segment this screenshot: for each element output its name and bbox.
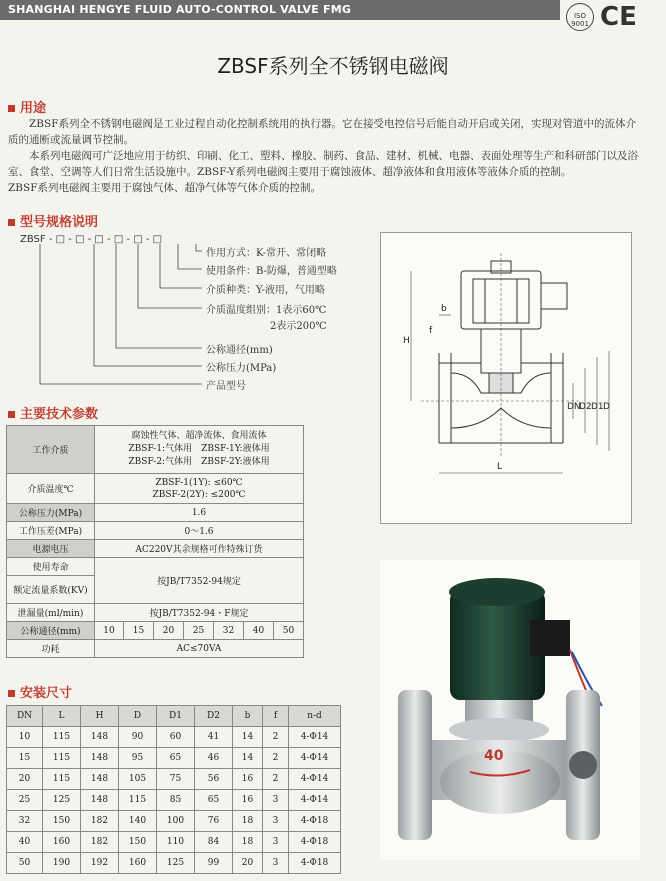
spec-value: 按JB/T7352-94・F规定 bbox=[95, 604, 304, 622]
diameter-cell: 25 bbox=[184, 622, 214, 640]
dim-label: L bbox=[497, 462, 503, 472]
diameter-cell: 32 bbox=[214, 622, 244, 640]
model-code: ZBSF - □ - □ - □ - □ - □ - □ bbox=[20, 234, 163, 245]
valve-drawing-icon bbox=[381, 233, 631, 523]
spec-value: AC220V其余规格可作特殊订货 bbox=[95, 540, 304, 558]
dim-label: DN bbox=[567, 402, 581, 412]
section-square-icon bbox=[8, 690, 15, 697]
spec-value: 按JB/T7352-94规定 bbox=[95, 558, 304, 604]
usage-heading: 用途 bbox=[8, 97, 46, 116]
valve-photo bbox=[380, 560, 640, 860]
section-square-icon bbox=[8, 219, 15, 226]
model-label: 公称压力(MPa) bbox=[206, 363, 277, 374]
install-table bbox=[6, 705, 341, 874]
spec-label: 电源电压 bbox=[7, 540, 95, 558]
valve-photo-icon bbox=[380, 560, 640, 860]
table-row bbox=[7, 522, 304, 540]
table-row: 32 150 182 140 100 76 18 3 4-Φ18 bbox=[7, 811, 341, 832]
table-row: 10 115 148 90 60 41 14 2 4-Φ14 bbox=[7, 727, 341, 748]
table-row bbox=[7, 558, 304, 576]
company-name: SHANGHAI HENGYE FLUID AUTO-CONTROL VALVE FMG bbox=[8, 3, 352, 16]
model-label: 作用方式：K-常开、常闭略 bbox=[206, 248, 327, 259]
spec-label: 功耗 bbox=[7, 640, 95, 658]
spec-value: AC≤70VA bbox=[95, 640, 304, 658]
usage-text bbox=[8, 116, 644, 196]
table-row: 40 160 182 150 110 84 18 3 4-Φ18 bbox=[7, 832, 341, 853]
table-row bbox=[7, 474, 304, 504]
spec-label: 介质温度℃ bbox=[7, 474, 95, 504]
iso-badge-icon: ISO 9001 bbox=[566, 3, 594, 31]
table-row: 15 115 148 95 65 46 14 2 4-Φ14 bbox=[7, 748, 341, 769]
ce-mark-icon: CE bbox=[600, 2, 637, 32]
table-row bbox=[7, 604, 304, 622]
table-row bbox=[7, 426, 304, 474]
spec-value: ZBSF-1(1Y): ≤60℃ ZBSF-2(2Y): ≤200℃ bbox=[95, 474, 304, 504]
diameter-cell: 15 bbox=[124, 622, 154, 640]
install-heading: 安装尺寸 bbox=[8, 682, 72, 701]
usage-paragraph: ZBSF系列电磁阀主要用于腐蚀气体、超净气体等气体介质的控制。 bbox=[8, 182, 321, 194]
section-square-icon bbox=[8, 411, 15, 418]
diameter-cell: 50 bbox=[274, 622, 304, 640]
diameter-cell: 20 bbox=[154, 622, 184, 640]
dim-label: D bbox=[603, 402, 610, 412]
usage-paragraph: ZBSF系列全不锈钢电磁阀是工业过程自动化控制系统用的执行器。它在接受电控信号后能自动开启或关闭，实现对管道中的流体介质的通断或流量调节控制。 bbox=[8, 118, 636, 146]
spec-label: 泄漏量(ml/min) bbox=[7, 604, 95, 622]
header-bar bbox=[0, 0, 560, 20]
table-row: 50 190 192 160 125 99 20 3 4-Φ18 bbox=[7, 853, 341, 874]
spec-label: 公称通径(mm) bbox=[7, 622, 95, 640]
valve-section-drawing bbox=[380, 232, 632, 524]
diameter-cell: 40 bbox=[244, 622, 274, 640]
model-label: 产品型号 bbox=[206, 381, 246, 392]
table-row: 20 115 148 105 75 56 16 2 4-Φ14 bbox=[7, 769, 341, 790]
diameter-cell: 10 bbox=[95, 622, 124, 640]
table-header-row: DN L H D D1 D2 b f n-d bbox=[7, 706, 341, 727]
spec-value: 腐蚀性气体、超净流体、食用流体 ZBSF-1:气体用 ZBSF-1Y:液体用 ZBSF-2:气体用 ZBSF-2Y:液体用 bbox=[95, 426, 304, 474]
dim-label: D1 bbox=[591, 402, 604, 412]
spec-label: 工作介质 bbox=[7, 426, 95, 474]
model-label: 使用条件：B-防爆，普通型略 bbox=[206, 266, 337, 277]
section-square-icon bbox=[8, 105, 15, 112]
model-label: 公称通径(mm) bbox=[206, 345, 273, 356]
valve-marking: 40 bbox=[484, 748, 504, 764]
dim-label: D2 bbox=[579, 402, 592, 412]
table-row: 25 125 148 115 85 65 16 3 4-Φ14 bbox=[7, 790, 341, 811]
model-label: 介质种类：Y-液用，气用略 bbox=[206, 285, 325, 296]
dim-label: b bbox=[441, 304, 447, 314]
table-row bbox=[7, 540, 304, 558]
usage-paragraph: 本系列电磁阀可广泛地应用于纺织、印刷、化工、塑料、橡胶、制药、食品、建材、机械、电器、表面处理等生产和科研部门以及浴室、食堂、空调等人们日常生活设施中。ZBSF-Y系列电磁阀主要用于腐蚀液体、超净液体和食用液体等液体介质的控制。 bbox=[8, 150, 638, 178]
model-heading: 型号规格说明 bbox=[8, 211, 98, 230]
spec-label: 使用寿命 bbox=[7, 558, 95, 576]
spec-label: 工作压差(MPa) bbox=[7, 522, 95, 540]
model-label: 2表示200℃ bbox=[270, 321, 327, 332]
specs-heading: 主要技术参数 bbox=[8, 403, 98, 422]
spec-value: 1.6 bbox=[95, 504, 304, 522]
table-row bbox=[7, 622, 304, 640]
dim-label: f bbox=[429, 326, 433, 336]
specs-table bbox=[6, 425, 304, 658]
model-diagram bbox=[20, 232, 380, 402]
table-row bbox=[7, 504, 304, 522]
dim-label: H bbox=[403, 336, 410, 346]
page-title: ZBSF系列全不锈钢电磁阀 bbox=[217, 54, 449, 78]
model-label: 介质温度组别：1表示60℃ bbox=[206, 305, 327, 316]
spec-value: 0～1.6 bbox=[95, 522, 304, 540]
spec-label: 公称压力(MPa) bbox=[7, 504, 95, 522]
spec-label: 额定流量系数(KV) bbox=[7, 576, 95, 604]
table-row bbox=[7, 640, 304, 658]
